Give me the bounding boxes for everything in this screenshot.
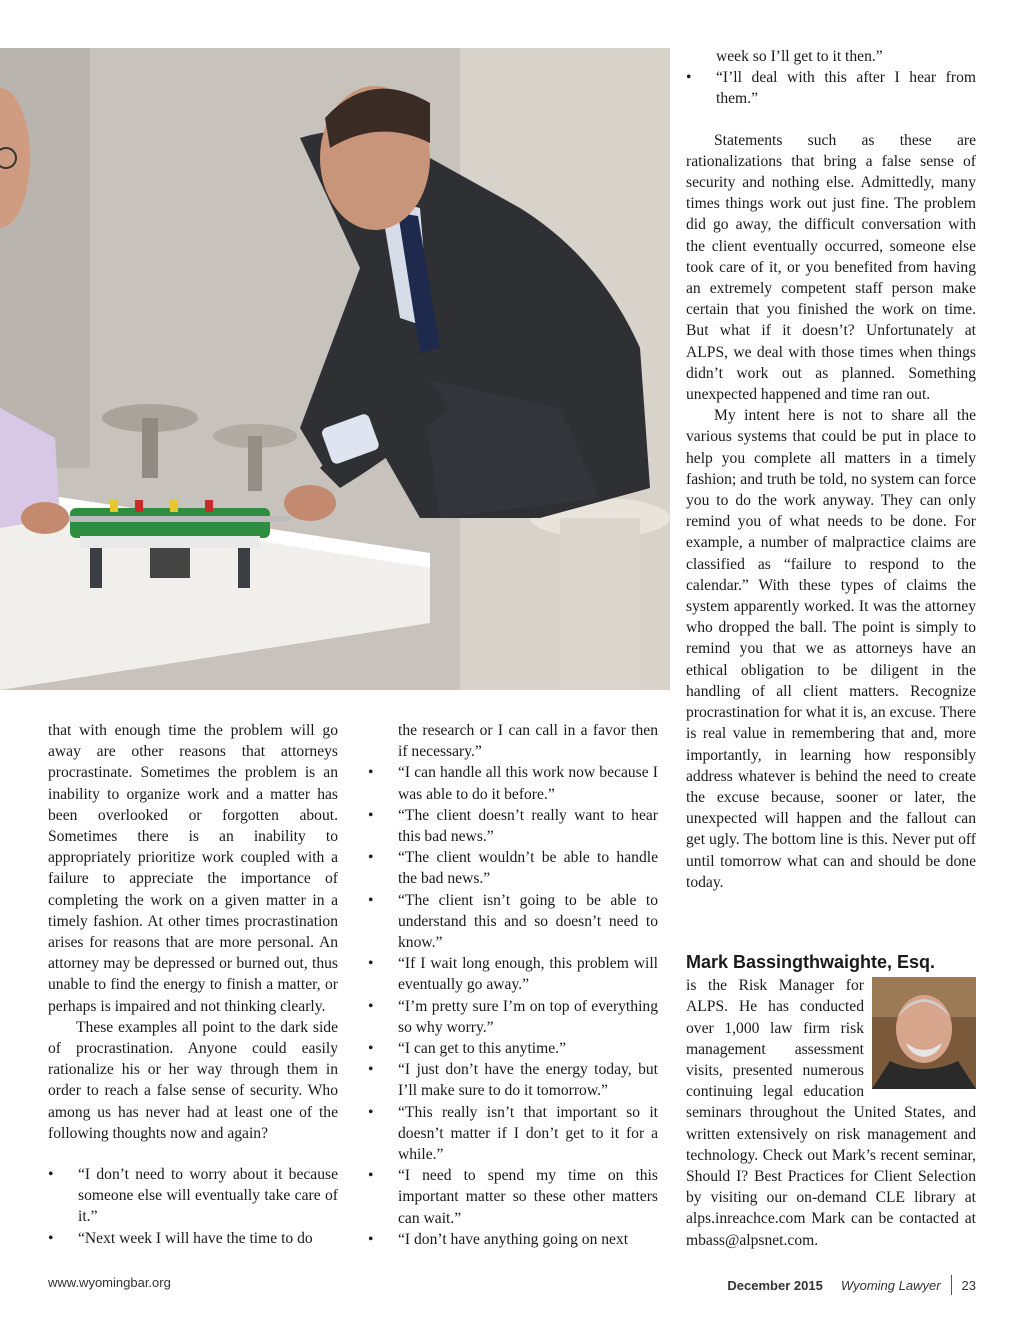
bullet-continuation: the research or I can call in a favor then if necessary.” — [398, 722, 658, 761]
divider — [951, 1275, 952, 1295]
footer-url[interactable]: www.wyomingbar.org — [48, 1275, 171, 1290]
article-photo — [0, 48, 670, 690]
author-description: is the Risk Manager for ALPS. He has conducted over 1,000 law firm risk management assessment visits, presented numerous continuing legal education seminars throughout the United States, and written extensively on risk management and technology. Check out Mark’s recent seminar, Should I? Best Practices for Client Selection by visiting our on-demand CLE library at alps.inreachce.com Mark can be contacted at mbass@alpsnet.com. — [686, 977, 976, 1249]
page-number: 23 — [961, 1277, 976, 1293]
bullet-list — [48, 1164, 338, 1249]
bullet-item: • “The client isn’t going to be able to understand this and so doesn’t need to know.” — [368, 890, 658, 954]
footer-info — [727, 1275, 976, 1295]
bullet-item: • “I don’t have anything going on next — [368, 1229, 658, 1250]
column-right — [686, 46, 976, 893]
bullet-item: • “I don’t need to worry about it because someone else will eventually take care of it.” — [48, 1164, 338, 1228]
spacer — [686, 110, 976, 130]
bullet-item: • “I can handle all this work now because I was able to do it before.” — [368, 762, 658, 804]
bullet-item: • “Next week I will have the time to do — [48, 1228, 338, 1249]
magazine-title: Wyoming Lawyer — [840, 1277, 941, 1293]
bullet-item: • “I can get to this anytime.” — [368, 1038, 658, 1059]
bullet-item: • “I just don’t have the energy today, but I’ll make sure to do it tomorrow.” — [368, 1059, 658, 1101]
spacer — [48, 1144, 338, 1164]
author-name: Mark Bassingthwaighte, Esq. — [686, 952, 936, 972]
bullet-item: • “The client wouldn’t be able to handle the bad news.” — [368, 847, 658, 889]
bullet-item: • “This really isn’t that important so it doesn’t matter if I don’t get to it for a while.” — [368, 1102, 658, 1166]
bullet-item: • “I’ll deal with this after I hear from them.” — [686, 67, 976, 109]
bullet-item: • “I need to spend my time on this important matter so these other matters can wait.” — [368, 1165, 658, 1229]
author-bio — [686, 952, 976, 1251]
body-paragraph: that with enough time the problem will go away are other reasons that attorneys procrastinate. Sometimes the problem is an inability to organize work and a matter has been overlooked or forgotten about. Sometimes there is an inability to appropriately prioritize work coupled with a failure to appreciate the importance of completing the work on a given matter in a timely fashion. At other times procrastination arises for reasons that are more personal. An attorney may be depressed or burned out, thus unable to find the energy to finish a matter, or perhaps is impaired and not thinking clearly. — [48, 722, 338, 1015]
author-photo — [872, 977, 976, 1089]
bullet-item: • “I’m pretty sure I’m on top of everything so why worry.” — [368, 996, 658, 1038]
bullet-list — [368, 720, 658, 1250]
bullet-continuation: week so I’ll get to it then.” — [716, 48, 883, 65]
bullet-item: • “The client doesn’t really want to hear this bad news.” — [368, 805, 658, 847]
column-left — [48, 720, 338, 1249]
bullet-list — [686, 46, 976, 110]
column-middle — [368, 720, 658, 1250]
body-paragraph: Statements such as these are rationalizations that bring a false sense of security and nothing else. Admittedly, many times things work out just fine. The problem did go away, the difficult conversation with the client eventually occurred, someone else took care of it, or you benefited from having an extremely competent staff person make certain that you finished the work on time. But what if it doesn’t? Unfortunately at ALPS, we deal with those times when things didn’t work out as planned. Something unexpected happened and time ran out. — [686, 131, 976, 404]
body-paragraph: My intent here is not to share all the various systems that could be put in place to help you complete all matters in a timely fashion; and truth be told, no system can force you to do the work anyway. They can only remind you of what needs to be done. For example, a number of malpractice claims are classified as “failure to respond to the calendar.” With these types of claims the system apparently worked. It was the attorney who dropped the ball. The point is simply to remind you that we as attorneys have an ethical obligation to be diligent in the handling of all client matters. Recognize procrastination for what it is, an excuse. There is real value in remembering that and, more importantly, in learning how responsibly address whatever is behind the need to create the excuse because, sooner or later, the unexpected will happen and the fallout can get ugly. The bottom line is this. Never put off until tomorrow what can and should be done today. — [686, 407, 976, 891]
bullet-item: • “If I wait long enough, this problem will eventually go away.” — [368, 953, 658, 995]
issue-date: December 2015 — [727, 1277, 823, 1293]
body-paragraph: These examples all point to the dark side of procrastination. Anyone could easily rationalize his or her way through them in order to reach a false sense of security. Who among us has never had at least one of the following thoughts now and again? — [48, 1018, 338, 1142]
